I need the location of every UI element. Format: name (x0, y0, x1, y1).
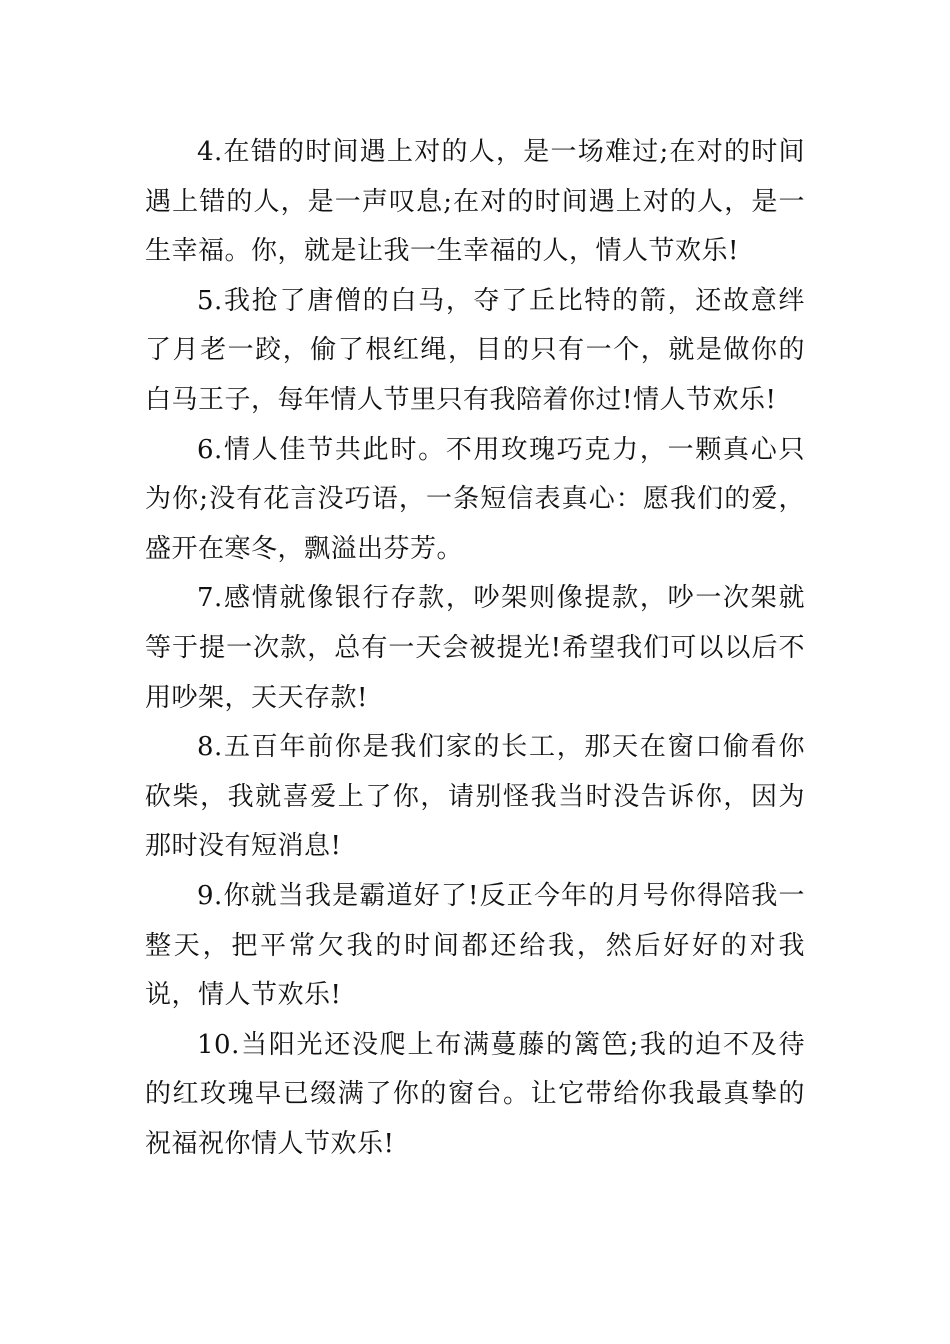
paragraph-6: 6.情人佳节共此时。不用玫瑰巧克力，一颗真心只为你;没有花言没巧语，一条短信表真心：愿我们的爱，盛开在寒冬，飘溢出芬芳。 (145, 434, 805, 564)
paragraph-9: 9.你就当我是霸道好了!反正今年的月号你得陪我一整天，把平常欠我的时间都还给我，然后好好的对我说，情人节欢乐! (145, 880, 805, 1011)
paragraph-10: 10.当阳光还没爬上布满蔓藤的篱笆;我的迫不及待的红玫瑰早已缀满了你的窗台。让它带给你我最真挚的祝福祝你情人节欢乐! (145, 1029, 805, 1159)
paragraph-7: 7.感情就像银行存款，吵架则像提款，吵一次架就等于提一次款，总有一天会被提光!希望我们可以以后不用吵架，天天存款! (145, 583, 805, 713)
paragraph-4: 4.在错的时间遇上对的人，是一场难过;在对的时间遇上错的人，是一声叹息;在对的时间遇上对的人，是一生幸福。你，就是让我一生幸福的人，情人节欢乐! (145, 137, 805, 267)
paragraph-5: 5.我抢了唐僧的白马，夺了丘比特的箭，还故意绊了月老一跤，偷了根红绳，目的只有一个，就是做你的白马王子，每年情人节里只有我陪着你过!情人节欢乐! (145, 285, 805, 415)
paragraph-8: 8.五百年前你是我们家的长工，那天在窗口偷看你砍柴，我就喜爱上了你，请别怪我当时没告诉你，因为那时没有短消息! (145, 732, 805, 862)
document-body (145, 128, 805, 1169)
